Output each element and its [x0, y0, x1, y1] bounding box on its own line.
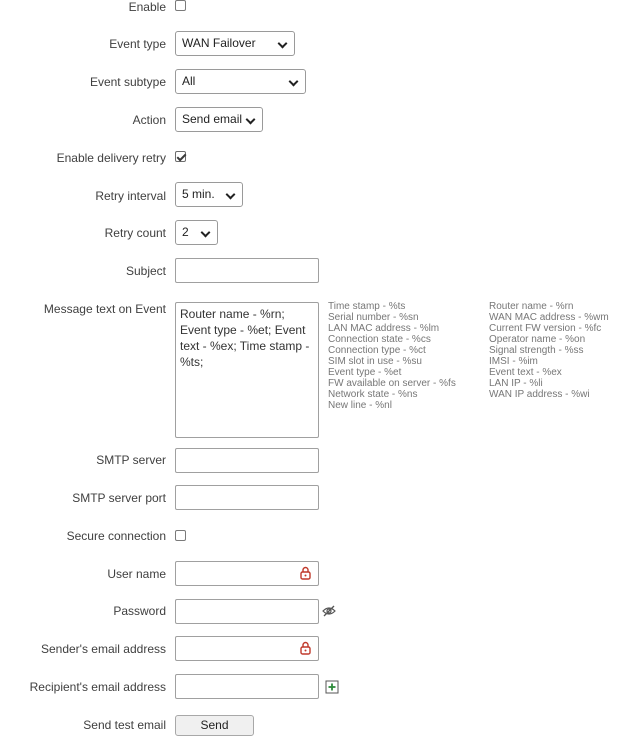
retry-count-label: Retry count [104, 226, 166, 240]
password-input[interactable] [175, 599, 319, 624]
eye-slash-icon[interactable] [322, 605, 336, 617]
event-subtype-label: Event subtype [89, 75, 166, 89]
chevron-down-icon [246, 115, 256, 125]
send-test-label: Send test email [83, 718, 166, 732]
secure-connection-label: Secure connection [66, 529, 166, 543]
variables-column-2 [489, 301, 609, 400]
variable-item: Connection state - %cs [328, 334, 431, 345]
recipient-email-input[interactable] [175, 674, 319, 699]
event-type-value: WAN Failover [182, 36, 256, 50]
variable-item: Event type - %et [328, 367, 402, 378]
variable-item: IMSI - %im [489, 356, 538, 367]
delivery-retry-checkbox[interactable] [175, 151, 186, 162]
variable-item: Router name - %rn [489, 301, 574, 312]
lock-icon[interactable] [300, 641, 311, 655]
event-type-label: Event type [109, 37, 166, 51]
enable-checkbox[interactable] [175, 0, 186, 11]
sender-email-label: Sender's email address [40, 642, 166, 656]
action-value: Send email [182, 112, 243, 126]
variable-item: WAN IP address - %wi [489, 389, 590, 400]
variable-item: Operator name - %on [489, 334, 586, 345]
event-type-select[interactable] [175, 31, 295, 56]
subject-label: Subject [125, 264, 166, 278]
smtp-port-input[interactable] [175, 485, 319, 510]
smtp-server-label: SMTP server [96, 453, 166, 467]
retry-interval-label: Retry interval [95, 189, 166, 203]
chevron-down-icon [226, 190, 236, 200]
variable-item: Network state - %ns [328, 389, 418, 400]
sender-email-input[interactable] [175, 636, 319, 661]
send-button[interactable]: Send [175, 715, 254, 736]
retry-interval-value: 5 min. [182, 187, 215, 201]
user-name-input[interactable] [175, 561, 319, 586]
variable-item: New line - %nl [328, 400, 392, 411]
retry-count-select[interactable] [175, 220, 218, 245]
add-icon[interactable] [325, 680, 339, 694]
variable-item: LAN IP - %li [489, 378, 543, 389]
variable-item: Serial number - %sn [328, 312, 419, 323]
enable-label: Enable [128, 0, 166, 14]
variable-item: Connection type - %ct [328, 345, 426, 356]
message-label: Message text on Event [43, 302, 166, 316]
variable-item: LAN MAC address - %lm [328, 323, 440, 334]
password-label: Password [113, 604, 166, 618]
smtp-server-input[interactable] [175, 448, 319, 473]
lock-icon[interactable] [300, 566, 311, 580]
variables-column-1 [328, 301, 456, 411]
variable-item: Signal strength - %ss [489, 345, 584, 356]
event-subtype-value: All [182, 74, 196, 88]
variable-item: Current FW version - %fc [489, 323, 602, 334]
subject-input[interactable] [175, 258, 319, 283]
smtp-port-label: SMTP server port [72, 491, 166, 505]
variable-item: Event text - %ex [489, 367, 562, 378]
retry-interval-select[interactable] [175, 182, 243, 207]
variable-item: SIM slot in use - %su [328, 356, 422, 367]
message-textarea[interactable]: Router name - %rn; Event type - %et; Event text - %ex; Time stamp - %ts; [175, 302, 319, 438]
chevron-down-icon [278, 39, 288, 49]
event-subtype-select[interactable] [175, 69, 306, 94]
chevron-down-icon [201, 228, 211, 238]
action-select[interactable] [175, 107, 263, 132]
user-name-label: User name [107, 567, 166, 581]
retry-count-value: 2 [182, 225, 189, 239]
action-label: Action [132, 113, 166, 127]
variable-item: WAN MAC address - %wm [489, 312, 609, 323]
variable-item: Time stamp - %ts [328, 301, 406, 312]
variable-item: FW available on server - %fs [328, 378, 456, 389]
secure-connection-checkbox[interactable] [175, 530, 186, 541]
chevron-down-icon [289, 77, 299, 87]
delivery-retry-label: Enable delivery retry [56, 151, 166, 165]
recipient-email-label: Recipient's email address [29, 680, 166, 694]
